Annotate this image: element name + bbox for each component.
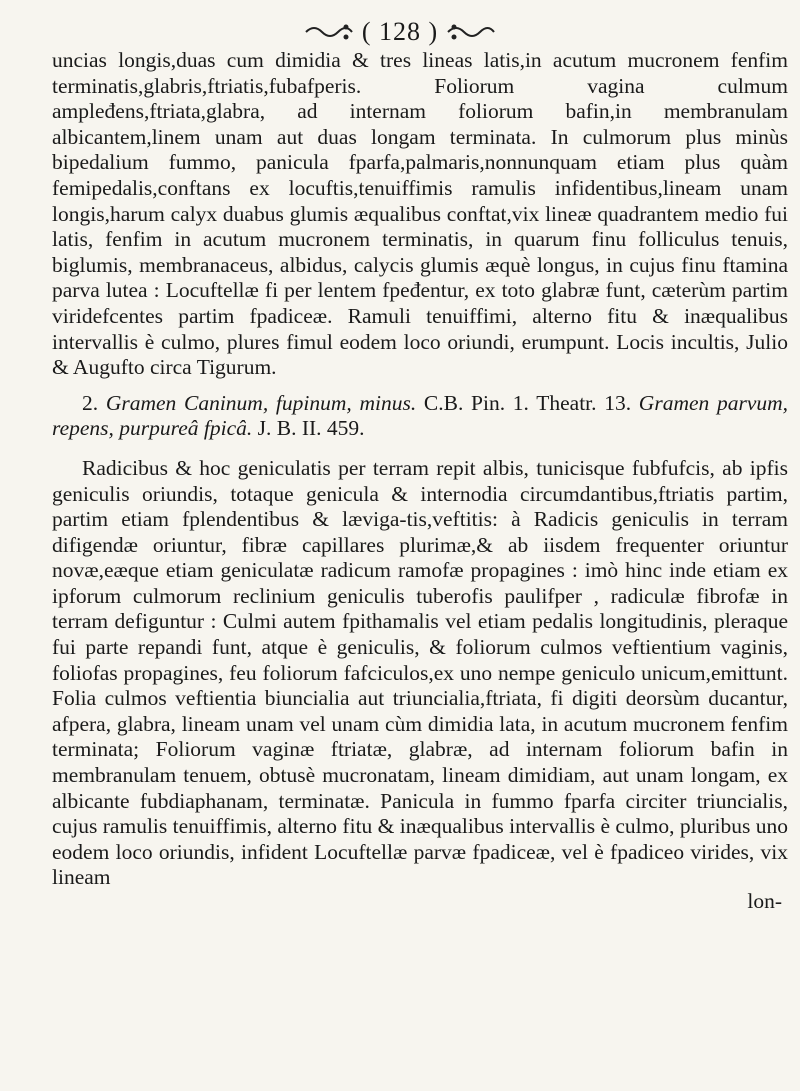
paragraph-description: Radicibus & hoc geniculatis per terram repit albis, tunicisque fubfufcis, ab ipfis geniculis oriundis, totaque genicula & internodia circumdantibus,ftriatis partim, partim etiam fplendentibus & læviga-tis,veftitis: à Radicis geniculis in terram difigendæ oriuntur, fibræ capillares plurimæ,& ab iisdem frequenter oriuntur novæ,eæque etiam geniculatæ radicum ramofæ propagines : imò hinc inde etiam ex ipforum culmorum reclinium geniculis tuberofis paulifper , radiculæ fibrofæ in terram defiguntur : Culmi autem fpithamalis vel etiam pedalis longitudinis, pleraque fui parte repandi funt, atque è geniculis, & foliorum culmos veftientium vaginis, foliofas propagines, feu foliorum fafciculos,ex uno nempe geniculo unicum,emittunt. Folia culmos veftientia biuncialia aut triuncialia,ftriata, fi digiti deorsùm ducantur, afpera, glabra, lineam unam vel unam cùm dimidia lata, in acutum mucronem fenfim terminata; Foliorum vaginæ ftriatæ, glabræ, ad internam foliorum bafin in membranulam tenuem, obtusè mucronatam, lineam dimidiam, aut unam longam, ex albicante fubdiaphanam, terminatæ. Panicula in fummo fparfa circiter triuncialis, cujus ramulis tenuiffimis, alterno fitu & inæqualibus intervallis è culmo, pluribus uno eodem loco oriundis, infident Locuftellæ parvæ fpadiceæ, vel è fpadiceo virides, vix lineam: [52, 455, 788, 890]
entry-reference-2: J. B. II. 459.: [257, 416, 365, 441]
catchword: lon-: [747, 889, 782, 913]
entry-synonym: Gramen parvum, repens, purpureâ fpicâ.: [52, 390, 789, 441]
page-number: ( 128 ): [361, 17, 439, 46]
entry-name: Gramen Caninum, fupinum, minus.: [105, 390, 417, 415]
paragraph-continued: uncias longis,duas cum dimidia & tres lineas latis,in acutum mucronem fenfim terminatis,glabris,ftriatis,fubafperis. Foliorum vagina culmum ampleđens,ftriata,glabra, ad internam foliorum bafin,in membranulam albicantem,linem unam aut duas longam terminata. In culmorum plus minùs bipedalium fummo, panicula fparfa,palmaris,nonnunquam etiam plus quàm femipedalis,conftans ex locuftis,tenuiffimis ramulis infidentibus,lineam unam longis,harum calyx duabus glumis æqualibus conftat,vix lineæ quadrantem medio fui latis, fenfim in acutum mucronem terminatis, in quarum finu folliculus tenuis, biglumis, membranaceus, albidus, calycis glumis æquè longus, in cujus finu ftamina parva lutea : Locuftellæ fi per lentem fpeđentur, ex toto glabræ funt, cæterùm partim viridefcentes partim fpadiceæ. Ramuli tenuiffimi, alterno fitu & inæqualibus intervallis è culmo, plures fimul eodem loco oriundi, erumpunt. Locis incultis, Julio & Augufto circa Tigurum.: [52, 48, 788, 380]
entry-number: 2.: [82, 390, 99, 415]
body-text: [52, 48, 788, 915]
page-header: [0, 12, 800, 52]
left-ornament-icon: [304, 21, 354, 43]
entry-reference-1: C.B. Pin. 1. Theatr. 13.: [423, 390, 632, 415]
right-ornament-icon: [446, 21, 496, 43]
entry-heading: [52, 391, 788, 442]
